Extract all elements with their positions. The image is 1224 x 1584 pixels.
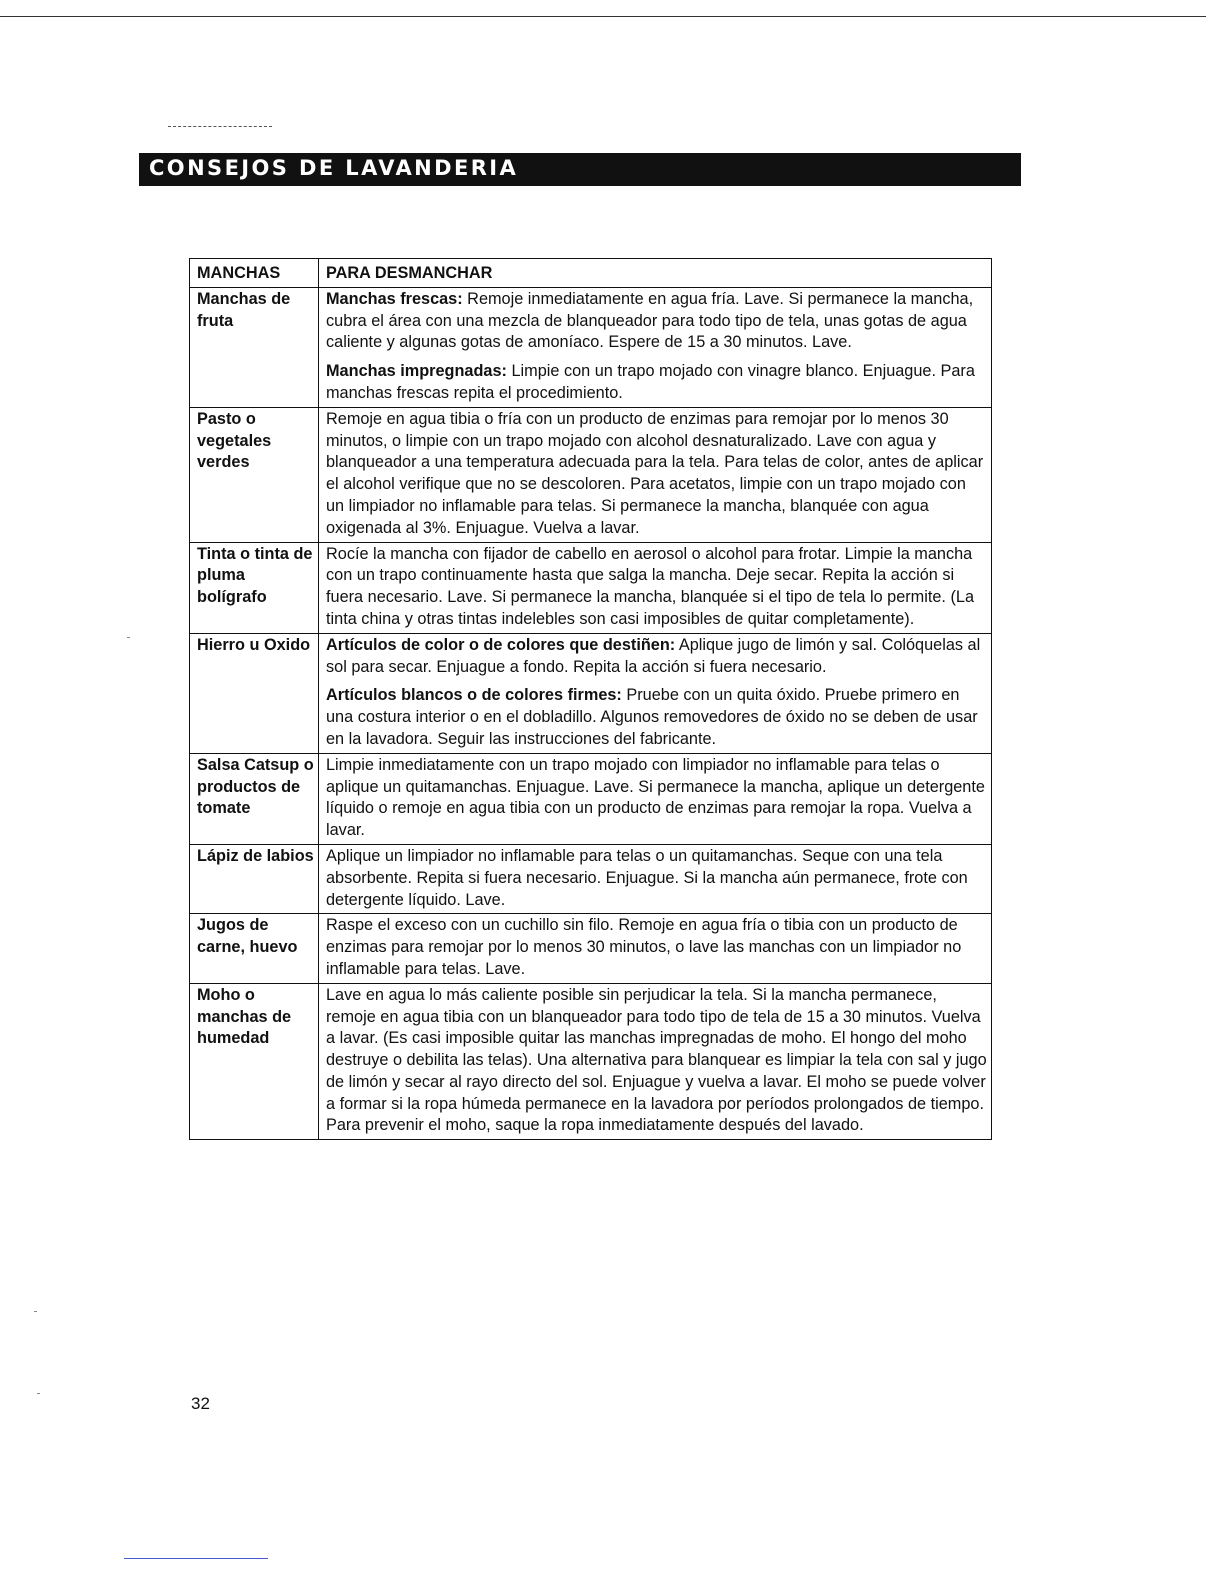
table-header-row	[190, 259, 992, 288]
margin-mark	[127, 637, 130, 638]
instruction-text: Pruebe con un quita óxido. Pruebe primero en una costura interior o en el dobladillo. Algunos removedores de óxido no se deben de usar en la lavadora. Seguir las instrucciones del fabricante.	[326, 686, 978, 748]
section-banner	[139, 153, 1021, 186]
stain-name: Moho o manchas de humedad	[190, 983, 319, 1140]
table-row	[190, 407, 992, 542]
table-row	[190, 914, 992, 983]
instruction-text: Remoje inmediatamente en agua fría. Lave. Si permanece la mancha, cubra el área con una mezcla de blanqueador para todo tipo de tela, unas gotas de agua caliente y algunas gotas de amoníaco. Espere de 15 a 30 minutos. Lave.	[326, 289, 974, 352]
bottom-rule	[124, 1558, 268, 1559]
instruction-paragraph	[326, 289, 987, 354]
instruction-text: Lave en agua lo más caliente posible sin perjudicar la tela. Si la mancha permanece, remoje en agua tibia con un blanqueador para todo tipo de tela de 15 a 30 minutos. Vuelva a lavar. (Es casi imposible quitar las manchas impregnadas de moho. El hongo del moho destruye o debilita las telas). Una alternativa para blanquear es limpiar la tela con sal y jugo de limón y secar al rayo directo del sol. Enjuague y vuelva a lavar. El moho se puede volver a formar si la ropa húmeda permanece en la lavadora por períodos prolongados de tiempo. Para prevenir el moho, saque la ropa inmediatamente después del lavado.	[326, 985, 987, 1135]
instruction-paragraph	[326, 409, 987, 540]
table-row	[190, 633, 992, 753]
table-row	[190, 983, 992, 1140]
page-number: 32	[191, 1394, 210, 1413]
stain-name: Manchas de fruta	[190, 287, 319, 407]
top-rule	[0, 16, 1206, 17]
stain-name: Lápiz de labios	[190, 844, 319, 913]
table-row	[190, 542, 992, 633]
stain-name: Jugos de carne, huevo	[190, 914, 319, 983]
stain-name: Pasto o vegetales verdes	[190, 407, 319, 542]
instruction-lead: Artículos de color o de colores que destiñen:	[326, 635, 676, 654]
removal-instructions	[319, 844, 992, 913]
table-row	[190, 287, 992, 407]
stain-name: Tinta o tinta de pluma bolígrafo	[190, 542, 319, 633]
stain-name: Hierro u Oxido	[190, 633, 319, 753]
stain-name: Salsa Catsup o productos de tomate	[190, 753, 319, 844]
removal-instructions	[319, 287, 992, 407]
section-title: CONSEJOS DE LAVANDERIA	[149, 156, 519, 180]
instruction-paragraph	[326, 544, 987, 631]
instruction-text: Limpie con un trapo mojado con vinagre blanco. Enjuague. Para manchas frescas repita el procedimiento.	[326, 362, 975, 402]
removal-instructions	[319, 633, 992, 753]
table-row	[190, 844, 992, 913]
removal-instructions	[319, 983, 992, 1140]
instruction-paragraph	[326, 985, 987, 1138]
removal-instructions	[319, 914, 992, 983]
table-row	[190, 753, 992, 844]
removal-instructions	[319, 407, 992, 542]
margin-mark	[34, 1311, 37, 1312]
removal-instructions	[319, 753, 992, 844]
instruction-paragraph	[326, 846, 987, 911]
instruction-text: Aplique jugo de limón y sal. Colóquelas al sol para secar. Enjuague a fondo. Repita la acción si fuera necesario.	[326, 635, 981, 676]
instruction-text: Rocíe la mancha con fijador de cabello en aerosol o alcohol para frotar. Limpie la mancha con un trapo continuamente hasta que salga la mancha. Deje secar. Repita la acción si fuera necesario. Lave. Si permanece la mancha, blanquée si el tipo de tela lo permite. (La tinta china y otras tintas indelebles son casi imposibles de quitar completamente).	[326, 544, 975, 628]
instruction-text: Raspe el exceso con un cuchillo sin filo. Remoje en agua fría o tibia con un producto de enzimas para remojar por lo menos 30 minutos, o lave las manchas con un limpiador no inflamable para telas. Lave.	[326, 916, 962, 978]
instruction-paragraph	[326, 915, 987, 980]
instruction-text: Remoje en agua tibia o fría con un producto de enzimas para remojar por lo menos 30 minutos, o limpie con un trapo mojado con alcohol desnaturalizado. Lave con agua y blanqueador a una temperatura adecuada para la tela. Para telas de color, antes de aplicar el alcohol verifique que no se descoloren. Para acetatos, limpie con un trapo mojado con un limpiador no inflamable para telas. Si permanece la mancha, blanquée con agua oxigenada al 3%. Enjuague. Vuelva a lavar.	[326, 409, 984, 537]
instruction-text: Aplique un limpiador no inflamable para telas o un quitamanchas. Seque con una tela absorbente. Repita si fuera necesario. Enjuague. Si la mancha aún permanece, frote con detergente líquido. Lave.	[326, 846, 968, 909]
instruction-lead: Manchas frescas:	[326, 289, 463, 308]
instruction-lead: Artículos blancos o de colores firmes:	[326, 686, 622, 705]
instruction-paragraph	[326, 361, 987, 405]
margin-mark	[37, 1393, 40, 1394]
column-header-removal: PARA DESMANCHAR	[319, 259, 992, 288]
instruction-text: Limpie inmediatamente con un trapo mojado con limpiador no inflamable para telas o aplique un quitamanchas. Enjuague. Lave. Si permanece la mancha, aplique un detergente líquido o remoje en agua tibia con un producto de enzimas para remojar la ropa. Vuelva a lavar.	[326, 755, 985, 840]
short-rule	[168, 126, 272, 127]
instruction-paragraph	[326, 755, 987, 842]
removal-instructions	[319, 542, 992, 633]
instruction-paragraph	[326, 635, 987, 679]
instruction-lead: Manchas impregnadas:	[326, 362, 507, 381]
instruction-paragraph	[326, 685, 987, 750]
stain-table	[189, 258, 992, 1140]
column-header-stains: MANCHAS	[190, 259, 319, 288]
